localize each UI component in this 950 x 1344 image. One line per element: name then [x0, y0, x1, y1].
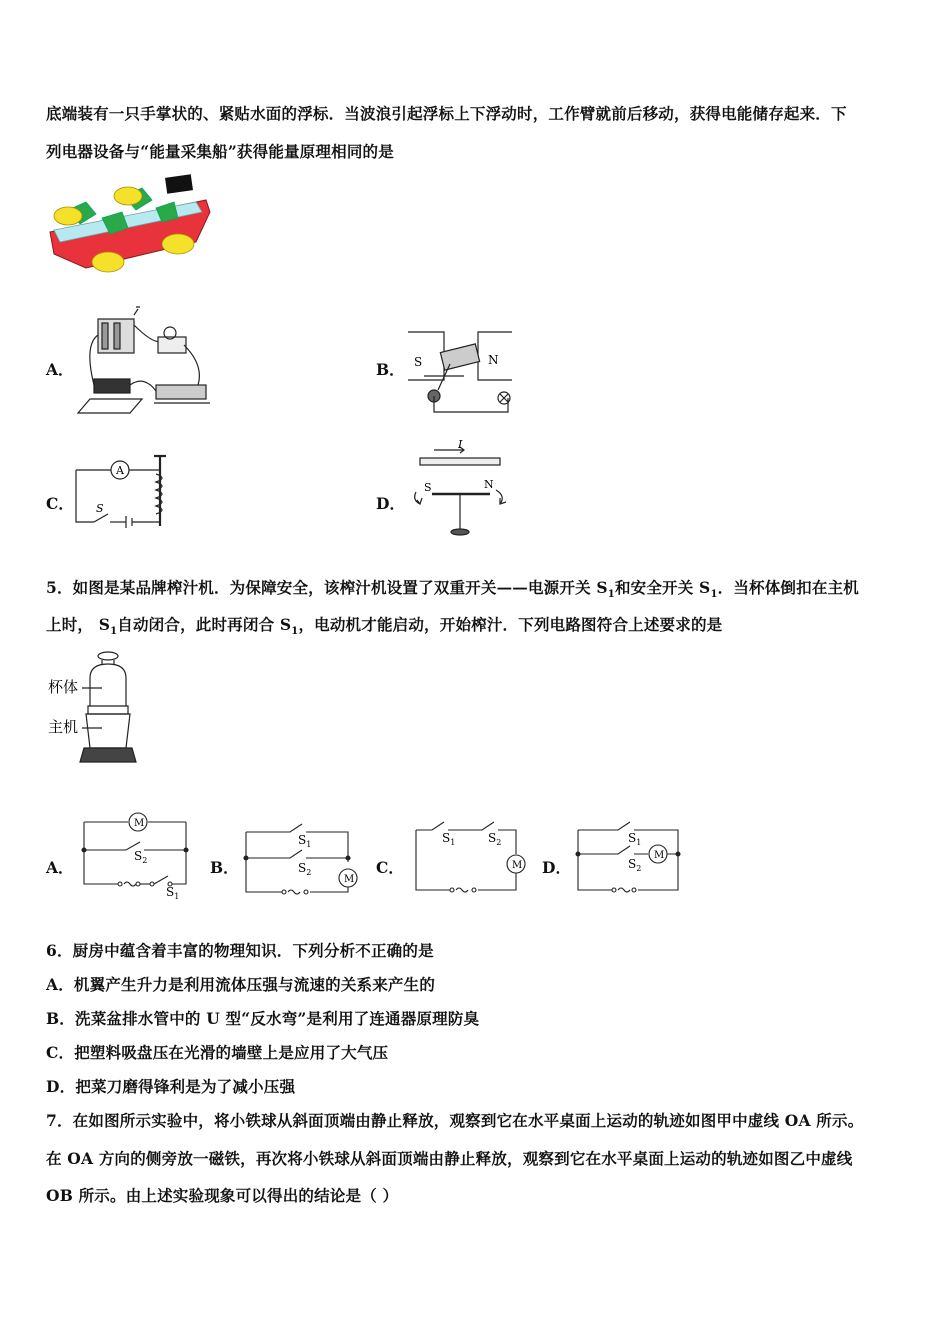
q7-text-line2: 在 OA 方向的侧旁放一磁铁，再次将小铁球从斜面顶端由静止释放，观察到它在水平桌面上运动的轨迹如图乙中虚线 — [46, 1149, 853, 1168]
q7-text-line1: 7．在如图所示实验中，将小铁球从斜面顶端由静止释放，观察到它在水平桌面上运动的轨迹如图甲中虚线 OA 所示。 — [46, 1111, 864, 1130]
juicer-figure — [46, 648, 146, 768]
q5-a-s1: $S_1$ — [166, 885, 180, 901]
q4-d-current-label: I — [458, 440, 463, 451]
q5-text-line1: 5．如图是某品牌榨汁机．为保障安全，该榨汁机设置了双重开关——电源开关 $S_1$和安全开关 $S_1$．当杯体倒扣在主机 — [46, 578, 859, 601]
q5-text-line2: 上时， $S_1$自动闭合，此时再闭合 $S_1$，电动机才能启动，开始榨汁．下列电路图符合上述要求的是 — [46, 615, 723, 638]
q5-option-b-circuit — [242, 822, 362, 902]
q4-b-n-label: N — [488, 353, 499, 367]
q4-text-line2: 列电器设备与“能量采集船”获得能量原理相同的是 — [46, 142, 394, 161]
q5-d-motor: M — [654, 850, 665, 861]
energy-ship-image — [46, 172, 216, 282]
q5-c-s1: $S_1$ — [442, 831, 456, 847]
q6-stem: 6．厨房中蕴含着丰富的物理知识．下列分析不正确的是 — [46, 941, 434, 960]
q5-b-s1: $S_1$ — [298, 833, 312, 849]
q6-option-b: B．洗菜盆排水管中的 U 型“反水弯”是利用了连通器原理防臭 — [46, 1009, 480, 1028]
q5-b-s2: $S_2$ — [298, 861, 312, 877]
juicer-base-label: 主机 — [48, 718, 79, 736]
q4-d-n-label: N — [484, 478, 494, 491]
q4-option-b-label: B． — [376, 360, 405, 379]
q5-c-motor: M — [512, 860, 523, 871]
q5-d-s2: $S_2$ — [628, 857, 642, 873]
q7-text-line3: OB 所示。由上述实验现象可以得出的结论是（ ） — [46, 1186, 399, 1205]
q5-option-d-label: D． — [542, 858, 571, 877]
q4-option-d-figure — [404, 440, 516, 540]
q5-option-d-circuit — [572, 818, 684, 902]
q4-option-d-label: D． — [376, 494, 405, 513]
q4-c-ammeter-label: A — [116, 464, 124, 477]
q5-option-c-circuit — [408, 818, 532, 902]
q5-a-s2: $S_2$ — [134, 849, 148, 865]
q5-option-a-circuit — [78, 808, 192, 902]
q5-b-motor: M — [344, 874, 355, 885]
q4-option-c-figure — [74, 452, 178, 532]
q5-option-c-label: C． — [376, 858, 404, 877]
q4-c-switch-label: S — [96, 502, 104, 515]
q4-d-s-label: S — [424, 481, 432, 494]
q5-option-b-label: B． — [210, 858, 239, 877]
q4-option-a-figure — [74, 305, 214, 417]
q6-option-c: C．把塑料吸盘压在光滑的墙壁上是应用了大气压 — [46, 1043, 389, 1062]
q6-option-d: D．把菜刀磨得锋利是为了减小压强 — [46, 1077, 296, 1096]
q4-b-s-label: S — [414, 355, 423, 369]
q5-c-s2: $S_2$ — [488, 831, 502, 847]
q4-option-c-label: C． — [46, 494, 74, 513]
q4-option-a-label: A． — [46, 360, 74, 379]
q5-option-a-label: A． — [46, 858, 74, 877]
q5-d-s1: $S_1$ — [628, 831, 642, 847]
q4-option-b-figure — [404, 320, 516, 418]
q4-text-line1: 底端装有一只手掌状的、紧贴水面的浮标．当波浪引起浮标上下浮动时，工作臂就前后移动，获得电能储存起来．下 — [46, 104, 847, 123]
juicer-cup-label: 杯体 — [48, 678, 79, 696]
q5-a-motor: M — [134, 818, 145, 829]
q6-option-a: A．机翼产生升力是利用流体压强与流速的关系来产生的 — [46, 975, 436, 994]
